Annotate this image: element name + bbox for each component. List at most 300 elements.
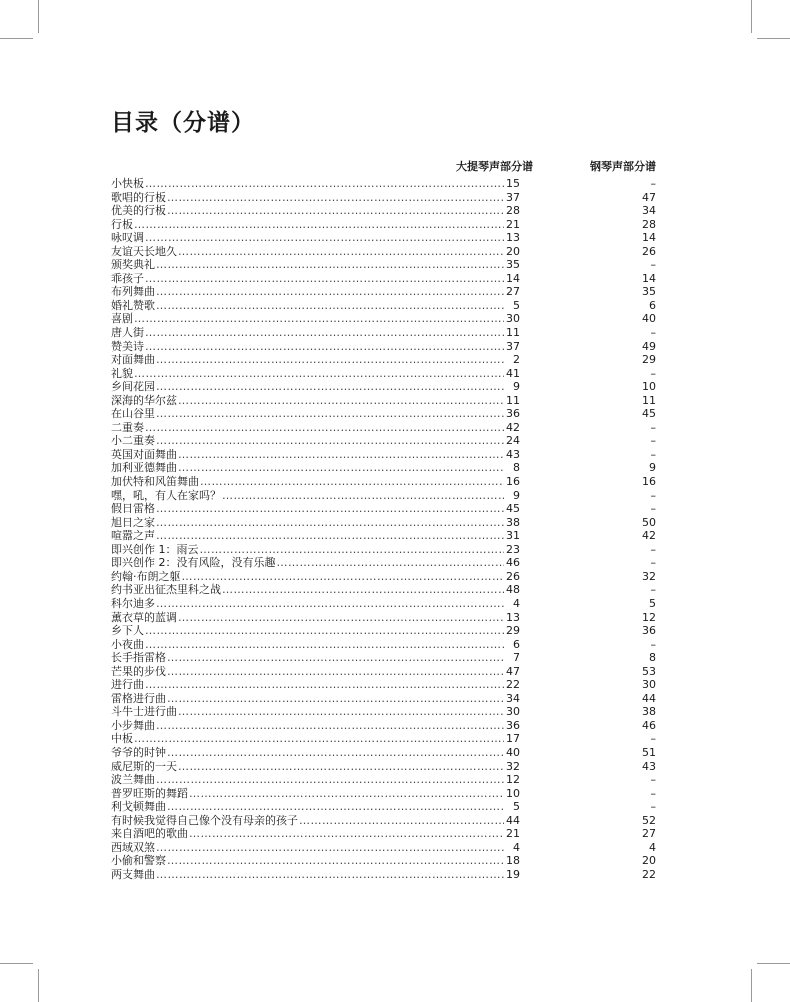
crop-mark: [757, 963, 790, 964]
piece-title: 爷爷的时钟: [111, 745, 166, 759]
piece-title: 在山谷里: [111, 407, 155, 421]
toc-entry[interactable]: [111, 719, 656, 733]
toc-entry[interactable]: [111, 245, 656, 259]
dot-leader: [167, 651, 504, 665]
cello-page-number: 31: [506, 529, 520, 543]
dot-leader: [167, 204, 504, 218]
toc-entry-line: [111, 502, 520, 516]
cello-page-number: 15: [506, 177, 520, 190]
dot-leader: [156, 353, 504, 367]
toc-entry[interactable]: [111, 285, 656, 299]
cello-page-number: 30: [506, 705, 520, 719]
piece-title: 即兴创作 2：没有风险，没有乐趣: [111, 556, 276, 570]
toc-entry[interactable]: [111, 624, 656, 638]
piece-title: 友谊天长地久: [111, 244, 177, 258]
piece-title: 小步舞曲: [111, 718, 155, 732]
dot-leader: [178, 461, 504, 475]
dot-leader: [182, 570, 505, 584]
toc-entry[interactable]: [111, 638, 656, 652]
piece-title: 优美的行板: [111, 204, 166, 218]
piano-page-number: –: [650, 420, 656, 434]
cello-page-number: 37: [506, 339, 520, 353]
piano-page-number: 12: [642, 610, 656, 624]
piano-page-number: –: [650, 447, 656, 461]
toc-entry[interactable]: [111, 854, 656, 868]
piece-title: 对面舞曲: [111, 353, 155, 367]
dot-leader: [200, 543, 505, 557]
cello-page-number: 43: [506, 447, 520, 461]
cello-page-number: 47: [506, 664, 520, 678]
dot-leader: [277, 556, 505, 570]
piece-title: 布列舞曲: [111, 285, 155, 299]
cello-page-number: 38: [506, 515, 520, 529]
toc-entry[interactable]: [111, 231, 656, 245]
piano-page-number: 16: [642, 475, 656, 489]
piece-title: 科尔迪多: [111, 596, 155, 610]
piece-title: 加伏特和风笛舞曲: [111, 475, 199, 489]
toc-entry[interactable]: [111, 732, 656, 746]
dot-leader: [222, 489, 504, 503]
toc-entry-line: [111, 570, 520, 584]
piano-page-number: –: [650, 258, 656, 272]
piece-title: 咏叹调: [111, 231, 144, 245]
piece-title: 嘿，吼，有人在家吗？: [111, 488, 221, 502]
cello-page-number: 36: [506, 407, 520, 421]
piano-page-number: 52: [642, 813, 656, 827]
piece-title: 歌唱的行板: [111, 190, 166, 204]
toc-entry-line: [111, 814, 520, 828]
toc-entry-line: [111, 177, 520, 191]
cello-page-number: 37: [506, 190, 520, 204]
toc-entry[interactable]: [111, 258, 656, 272]
toc-entry-line: [111, 299, 520, 313]
dot-leader: [178, 448, 504, 462]
piece-title: 约翰·布朗之躯: [111, 569, 181, 583]
toc-entry[interactable]: [111, 651, 656, 665]
piece-title: 薰衣草的蓝调: [111, 610, 177, 624]
toc-entry[interactable]: [111, 448, 656, 462]
dot-leader: [145, 177, 504, 191]
dot-leader: [145, 272, 504, 286]
cello-page-number: 34: [506, 691, 520, 705]
cello-page-number: 14: [506, 271, 520, 285]
piano-page-number: 36: [642, 624, 656, 638]
piece-title: 颁奖典礼: [111, 258, 155, 272]
toc-entry-line: [111, 434, 520, 448]
toc-entry-line: [111, 624, 520, 638]
piano-page-number: –: [650, 556, 656, 570]
piano-page-number: –: [650, 786, 656, 800]
toc-entry[interactable]: [111, 556, 656, 570]
toc-entry[interactable]: [111, 760, 656, 774]
piece-title: 波兰舞曲: [111, 773, 155, 787]
toc-entry-line: [111, 556, 520, 570]
toc-entry[interactable]: [111, 597, 656, 611]
toc-entry[interactable]: [111, 340, 656, 354]
cello-page-number: 48: [506, 583, 520, 597]
cello-page-number: 12: [506, 773, 520, 787]
cello-page-number: 30: [506, 312, 520, 326]
dot-leader: [145, 231, 504, 245]
toc-entry[interactable]: [111, 665, 656, 679]
toc-entry-line: [111, 787, 520, 801]
toc-entry-line: [111, 367, 520, 381]
piano-page-number: 34: [642, 204, 656, 218]
dot-leader: [167, 746, 504, 760]
piano-page-number: 42: [642, 529, 656, 543]
piano-page-number: 49: [642, 339, 656, 353]
crop-mark: [38, 969, 39, 1002]
piece-title: 小偷和警察: [111, 854, 166, 868]
cello-page-number: 2: [513, 353, 520, 367]
page-title: 目录（分谱）: [111, 110, 255, 136]
dot-leader: [156, 719, 504, 733]
toc-entry-line: [111, 489, 520, 503]
piece-title: 进行曲: [111, 678, 144, 692]
piano-page-number: 11: [642, 393, 656, 407]
toc-entry-line: [111, 394, 520, 408]
piano-page-number: –: [650, 637, 656, 651]
piece-title: 雷格进行曲: [111, 691, 166, 705]
dot-leader: [145, 624, 504, 638]
piece-title: 喜剧: [111, 312, 133, 326]
cello-page-number: 23: [506, 542, 520, 556]
cello-page-number: 13: [506, 610, 520, 624]
toc-entry[interactable]: [111, 177, 656, 191]
toc-entry-line: [111, 340, 520, 354]
toc-entry-line: [111, 448, 520, 462]
cello-page-number: 13: [506, 231, 520, 245]
piano-page-number: –: [650, 502, 656, 516]
toc-entry[interactable]: [111, 394, 656, 408]
toc-entry[interactable]: [111, 312, 656, 326]
piece-title: 芒果的步伐: [111, 664, 166, 678]
toc-entry-line: [111, 746, 520, 760]
cello-page-number: 21: [506, 827, 520, 841]
piano-page-number: –: [650, 800, 656, 814]
dot-leader: [145, 638, 504, 652]
toc-entry-line: [111, 841, 520, 855]
piano-page-number: 45: [642, 407, 656, 421]
toc-entry[interactable]: [111, 434, 656, 448]
toc-entry[interactable]: [111, 827, 656, 841]
toc-entry-line: [111, 827, 520, 841]
toc-entry-line: [111, 204, 520, 218]
piece-title: 两支舞曲: [111, 867, 155, 881]
cello-page-number: 41: [506, 366, 520, 380]
toc-entry[interactable]: [111, 705, 656, 719]
piano-page-number: 44: [642, 691, 656, 705]
toc-entry-line: [111, 421, 520, 435]
piano-page-number: 35: [642, 285, 656, 299]
piano-page-number: 46: [642, 718, 656, 732]
piano-page-number: 50: [642, 515, 656, 529]
piano-page-number: –: [650, 542, 656, 556]
piece-title: 乡下人: [111, 624, 144, 638]
dot-leader: [178, 760, 504, 774]
dot-leader: [156, 516, 504, 530]
cello-page-number: 21: [506, 217, 520, 231]
crop-mark: [751, 969, 752, 1002]
toc-entry[interactable]: [111, 516, 656, 530]
toc-entry[interactable]: [111, 841, 656, 855]
cello-page-number: 4: [513, 840, 520, 854]
toc-entry-line: [111, 231, 520, 245]
column-header-cello: 大提琴声部分谱: [456, 160, 533, 173]
toc-entry[interactable]: [111, 407, 656, 421]
cello-page-number: 9: [513, 380, 520, 394]
toc-entry-line: [111, 285, 520, 299]
piece-title: 乡间花园: [111, 380, 155, 394]
piece-title: 旭日之家: [111, 515, 155, 529]
cello-page-number: 28: [506, 204, 520, 218]
toc-entry-line: [111, 272, 520, 286]
toc-entry-line: [111, 258, 520, 272]
crop-mark: [757, 38, 790, 39]
toc-entry[interactable]: [111, 353, 656, 367]
toc-entry[interactable]: [111, 475, 656, 489]
toc-entry-line: [111, 353, 520, 367]
piano-page-number: 9: [649, 461, 656, 475]
toc-entry-line: [111, 516, 520, 530]
piano-page-number: –: [650, 434, 656, 448]
toc-entry[interactable]: [111, 678, 656, 692]
dot-leader: [145, 326, 504, 340]
dot-leader: [299, 814, 504, 828]
piano-page-number: –: [650, 326, 656, 340]
piano-page-number: 43: [642, 759, 656, 773]
dot-leader: [145, 421, 504, 435]
toc-entry[interactable]: [111, 272, 656, 286]
table-of-contents: [111, 177, 656, 881]
cello-page-number: 36: [506, 718, 520, 732]
toc-entry-line: [111, 529, 520, 543]
toc-entry[interactable]: [111, 611, 656, 625]
cello-page-number: 46: [506, 556, 520, 570]
piano-page-number: 47: [642, 190, 656, 204]
cello-page-number: 11: [506, 393, 520, 407]
dot-leader: [189, 787, 504, 801]
cello-page-number: 42: [506, 420, 520, 434]
piece-title: 英国对面舞曲: [111, 447, 177, 461]
toc-entry-line: [111, 326, 520, 340]
toc-entry-line: [111, 719, 520, 733]
piano-page-number: 51: [642, 745, 656, 759]
piano-page-number: –: [650, 732, 656, 746]
dot-leader: [167, 800, 504, 814]
cello-page-number: 27: [506, 285, 520, 299]
piano-page-number: –: [650, 583, 656, 597]
toc-entry-line: [111, 475, 520, 489]
crop-mark: [0, 963, 33, 964]
dot-leader: [200, 475, 504, 489]
piano-page-number: 30: [642, 678, 656, 692]
toc-entry[interactable]: [111, 787, 656, 801]
piano-page-number: 6: [649, 298, 656, 312]
piano-page-number: 53: [642, 664, 656, 678]
toc-entry-line: [111, 705, 520, 719]
toc-entry[interactable]: [111, 367, 656, 381]
toc-entry[interactable]: [111, 692, 656, 706]
toc-entry[interactable]: [111, 800, 656, 814]
piano-page-number: 28: [642, 217, 656, 231]
toc-entry-line: [111, 407, 520, 421]
piece-title: 赞美诗: [111, 339, 144, 353]
toc-entry-line: [111, 773, 520, 787]
piece-title: 婚礼赞歌: [111, 298, 155, 312]
toc-entry[interactable]: [111, 461, 656, 475]
piece-title: 有时候我觉得自己像个没有母亲的孩子: [111, 813, 298, 827]
cello-page-number: 18: [506, 854, 520, 868]
toc-entry-line: [111, 651, 520, 665]
toc-entry-line: [111, 245, 520, 259]
piece-title: 深海的华尔兹: [111, 393, 177, 407]
dot-leader: [167, 692, 504, 706]
piano-page-number: –: [650, 366, 656, 380]
dot-leader: [156, 299, 504, 313]
crop-mark: [751, 0, 752, 33]
toc-entry[interactable]: [111, 502, 656, 516]
column-header-piano: 钢琴声部分谱: [590, 160, 656, 173]
toc-entry[interactable]: [111, 489, 656, 503]
dot-leader: [145, 678, 504, 692]
dot-leader: [167, 854, 504, 868]
dot-leader: [178, 394, 504, 408]
toc-entry[interactable]: [111, 868, 656, 882]
piece-title: 唐人街: [111, 326, 144, 340]
piece-title: 西域双煞: [111, 840, 155, 854]
toc-entry[interactable]: [111, 773, 656, 787]
dot-leader: [178, 705, 504, 719]
piece-title: 乖孩子: [111, 271, 144, 285]
toc-entry[interactable]: [111, 814, 656, 828]
cello-page-number: 29: [506, 624, 520, 638]
toc-entry-line: [111, 543, 520, 557]
piece-title: 普罗旺斯的舞蹈: [111, 786, 188, 800]
toc-entry[interactable]: [111, 380, 656, 394]
piece-title: 小夜曲: [111, 637, 144, 651]
piece-title: 二重奏: [111, 420, 144, 434]
piece-title: 假日雷格: [111, 502, 155, 516]
toc-entry-line: [111, 312, 520, 326]
piano-page-number: 40: [642, 312, 656, 326]
piano-page-number: 38: [642, 705, 656, 719]
piano-page-number: 22: [642, 867, 656, 881]
toc-entry-line: [111, 638, 520, 652]
toc-entry[interactable]: [111, 570, 656, 584]
dot-leader: [145, 340, 504, 354]
piano-page-number: 26: [642, 244, 656, 258]
cello-page-number: 22: [506, 678, 520, 692]
piano-page-number: 10: [642, 380, 656, 394]
cello-page-number: 32: [506, 759, 520, 773]
piece-title: 加利亚德舞曲: [111, 461, 177, 475]
dot-leader: [156, 529, 504, 543]
toc-entry[interactable]: [111, 746, 656, 760]
cello-page-number: 5: [513, 800, 520, 814]
dot-leader: [156, 258, 504, 272]
toc-entry-line: [111, 800, 520, 814]
toc-entry[interactable]: [111, 299, 656, 313]
dot-leader: [156, 773, 504, 787]
cello-page-number: 26: [506, 569, 520, 583]
dot-leader: [156, 868, 504, 882]
piano-page-number: 29: [642, 353, 656, 367]
piece-title: 长手指雷格: [111, 651, 166, 665]
cello-page-number: 6: [513, 637, 520, 651]
cello-page-number: 11: [506, 326, 520, 340]
toc-entry[interactable]: [111, 583, 656, 597]
cello-page-number: 4: [513, 596, 520, 610]
dot-leader: [178, 611, 504, 625]
dot-leader: [189, 827, 504, 841]
piano-page-number: 14: [642, 271, 656, 285]
piece-title: 威尼斯的一天: [111, 759, 177, 773]
piece-title: 小二重奏: [111, 434, 155, 448]
toc-entry-line: [111, 218, 520, 232]
toc-entry[interactable]: [111, 204, 656, 218]
toc-entry-line: [111, 678, 520, 692]
piano-page-number: 4: [649, 840, 656, 854]
piece-title: 即兴创作 1：雨云: [111, 542, 199, 556]
dot-leader: [156, 841, 504, 855]
toc-entry-line: [111, 868, 520, 882]
toc-entry-line: [111, 380, 520, 394]
piece-title: 约书亚出征杰里科之战: [111, 583, 221, 597]
dot-leader: [156, 285, 504, 299]
cello-page-number: 44: [506, 813, 520, 827]
toc-entry-line: [111, 732, 520, 746]
piece-title: 行板: [111, 217, 133, 231]
dot-leader: [156, 380, 504, 394]
cello-page-number: 9: [513, 488, 520, 502]
toc-entry[interactable]: [111, 529, 656, 543]
piano-page-number: 14: [642, 231, 656, 245]
toc-entry-line: [111, 665, 520, 679]
cello-page-number: 20: [506, 244, 520, 258]
toc-entry[interactable]: [111, 326, 656, 340]
piano-page-number: 5: [649, 596, 656, 610]
crop-mark: [0, 38, 33, 39]
toc-entry[interactable]: [111, 191, 656, 205]
toc-entry-line: [111, 692, 520, 706]
piece-title: 斗牛士进行曲: [111, 705, 177, 719]
cello-page-number: 24: [506, 434, 520, 448]
cello-page-number: 40: [506, 745, 520, 759]
dot-leader: [167, 665, 504, 679]
toc-entry[interactable]: [111, 543, 656, 557]
piece-title: 来自酒吧的歌曲: [111, 827, 188, 841]
piano-page-number: 8: [649, 651, 656, 665]
dot-leader: [167, 191, 504, 205]
toc-entry-line: [111, 854, 520, 868]
toc-entry[interactable]: [111, 218, 656, 232]
dot-leader: [156, 434, 504, 448]
cello-page-number: 8: [513, 461, 520, 475]
toc-entry-line: [111, 461, 520, 475]
piano-page-number: –: [650, 177, 656, 190]
piano-page-number: –: [650, 773, 656, 787]
cello-page-number: 17: [506, 732, 520, 746]
crop-mark: [38, 0, 39, 33]
toc-entry-line: [111, 191, 520, 205]
dot-leader: [156, 407, 504, 421]
cello-page-number: 5: [513, 298, 520, 312]
toc-entry-line: [111, 597, 520, 611]
toc-entry[interactable]: [111, 421, 656, 435]
piece-title: 中板: [111, 732, 133, 746]
cello-page-number: 16: [506, 475, 520, 489]
